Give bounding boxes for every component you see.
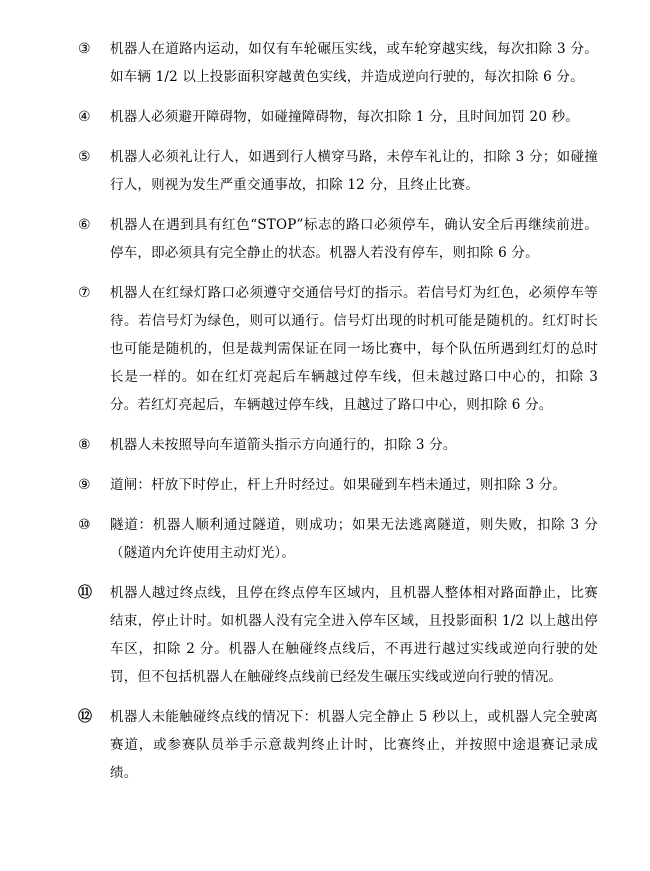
rule-number: ③ — [78, 41, 91, 57]
rule-text: 机器人必须避开障碍物，如碰撞障碍物，每次扣除 1 分，且时间加罚 20 秒。 — [110, 109, 580, 125]
rule-number: ④ — [78, 109, 91, 125]
rule-text: 机器人在红绿灯路口必须遵守交通信号灯的指示。若信号灯为红色，必须停车等待。若信号灯为绿色，则可以通行。信号灯出现的时机可能是随机的。红灯时长也可能是随机的，但是裁判需保证在同一场比赛中，每个队伍所遇到红灯的总时长是一样的。如在红灯亮起后车辆越过停车线，但未越过路口中心的，扣除 3 分。若红灯亮起后，车辆越过停车线，且越过了路口中心，则扣除 6 分。 — [110, 285, 598, 413]
rule-item-8 — [78, 431, 598, 459]
rule-item-7 — [78, 279, 598, 419]
rule-text: 机器人未能触碰终点线的情况下：机器人完全静止 5 秒以上，或机器人完全驶离赛道，或参赛队员举手示意裁判终止计时，比赛终止，并按照中途退赛记录成绩。 — [110, 709, 598, 781]
rule-number: ⑥ — [78, 217, 91, 233]
rule-number: ⑧ — [78, 437, 91, 453]
rule-item-10 — [78, 511, 598, 567]
rule-item-11 — [78, 579, 598, 691]
rule-item-6 — [78, 211, 598, 267]
rule-text: 机器人越过终点线，且停在终点停车区域内，且机器人整体相对路面静止，比赛结束，停止计时。如机器人没有完全进入停车区域，且投影面积 1/2 以上越出停车区，扣除 2 分。机器人在触碰终点线后，不再进行越过实线或逆向行驶的处罚，但不包括机器人在触碰终点线前已经发生碾压实线或逆向行驶的情况。 — [110, 585, 598, 685]
rule-number: ⑤ — [78, 149, 91, 165]
rule-item-9 — [78, 471, 598, 499]
rule-text: 机器人在遇到具有红色“STOP”标志的路口必须停车，确认安全后再继续前进。停车，即必须具有完全静止的状态。机器人若没有停车，则扣除 6 分。 — [110, 217, 598, 261]
rule-text: 机器人必须礼让行人，如遇到行人横穿马路，未停车礼让的，扣除 3 分；如碰撞行人，则视为发生严重交通事故，扣除 12 分，且终止比赛。 — [110, 149, 598, 193]
rule-number: ⑪ — [78, 585, 92, 601]
rule-item-5 — [78, 143, 598, 199]
rule-item-3 — [78, 35, 598, 91]
rule-text: 机器人在道路内运动，如仅有车轮碾压实线，或车轮穿越实线，每次扣除 3 分。如车辆 1/2 以上投影面积穿越黄色实线，并造成逆向行驶的，每次扣除 6 分。 — [110, 41, 598, 85]
rule-text: 道闸：杆放下时停止，杆上升时经过。如果碰到车档未通过，则扣除 3 分。 — [110, 477, 567, 493]
rule-text: 机器人未按照导向车道箭头指示方向通行的，扣除 3 分。 — [110, 437, 457, 453]
rule-number: ⑫ — [78, 709, 92, 725]
rule-number: ⑨ — [78, 477, 91, 493]
rule-number: ⑦ — [78, 285, 91, 301]
rule-number: ⑩ — [78, 517, 91, 533]
rule-text: 隧道：机器人顺利通过隧道，则成功；如果无法逃离隧道，则失败，扣除 3 分（隧道内允许使用主动灯光）。 — [110, 517, 598, 561]
rule-item-12 — [78, 703, 598, 787]
rule-item-4 — [78, 103, 598, 131]
